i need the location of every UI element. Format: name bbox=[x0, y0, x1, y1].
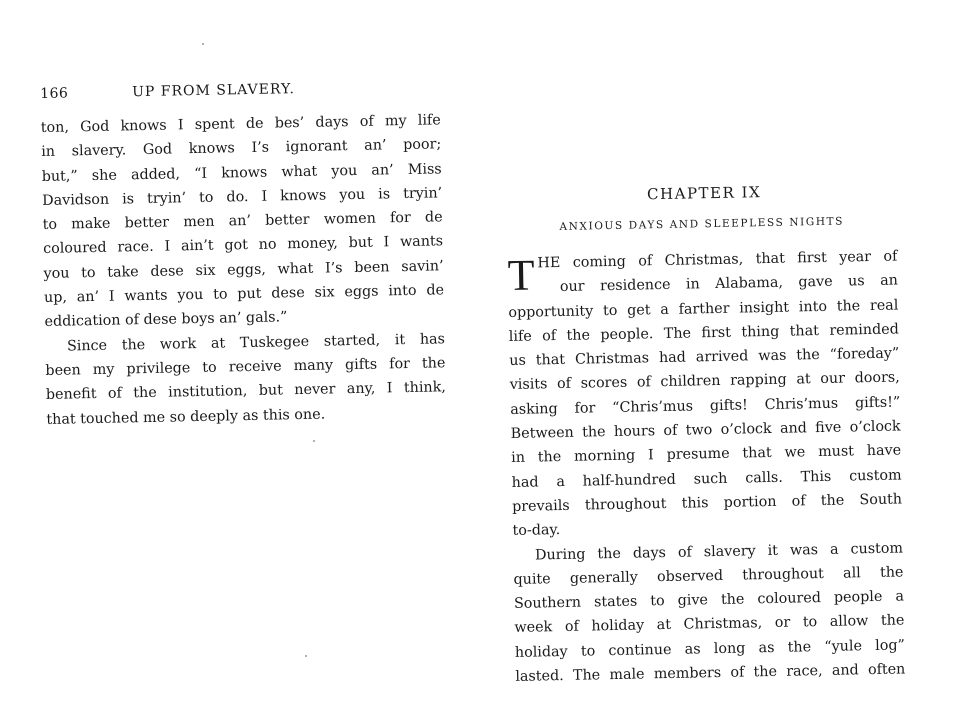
text-line: that touched me so deeply as this one. bbox=[46, 406, 326, 428]
running-head bbox=[40, 78, 440, 106]
text-line: to make better men an’ better women for de bbox=[42, 209, 443, 234]
text-line: you to take dese six eggs, what I’s been savin’ bbox=[43, 258, 444, 282]
text-line: up, an’ I wants you to put dese six eggs into de bbox=[43, 282, 445, 307]
text-line: asking for “Chris’mus gifts! Chris’mus gifts!” bbox=[510, 394, 901, 418]
text-line: but,” she added, “I knows what you an’ Miss bbox=[41, 160, 442, 185]
text-line: lasted. The male members of the race, and often bbox=[515, 661, 906, 685]
drop-cap: T bbox=[507, 250, 536, 300]
text-line: our residence in Alabama, gave us an bbox=[559, 272, 899, 296]
paragraph-start-line: During the days of slavery it was a custom bbox=[534, 540, 904, 564]
scan-speck bbox=[305, 655, 307, 657]
right-page bbox=[506, 181, 906, 690]
opening-paragraph bbox=[507, 245, 898, 301]
text-line: visits of scores of children rapping at our doors, bbox=[509, 369, 900, 394]
scan-speck bbox=[202, 43, 204, 45]
text-line: HE coming of Christmas, that first year of bbox=[537, 248, 898, 272]
text-line: to-day. bbox=[512, 522, 561, 540]
text-line: life of the people. The first thing that reminded bbox=[508, 321, 899, 345]
text-line: been my privilege to receive many gifts for the bbox=[45, 355, 446, 379]
text-line: had a half-hundred such calls. This custom bbox=[511, 467, 902, 491]
text-line: Davidson is tryin’ to do. I knows you is tryin’ bbox=[42, 185, 443, 209]
running-title: UP FROM SLAVERY. bbox=[131, 81, 296, 101]
text-line: opportunity to get a farther insight into the real bbox=[508, 297, 899, 321]
text-line: quite generally observed throughout all the bbox=[513, 564, 904, 588]
left-page bbox=[40, 78, 447, 431]
text-line: Southern states to give the coloured people a bbox=[513, 588, 905, 613]
text-line: coloured race. I ain’t got no money, but I wants bbox=[42, 233, 444, 258]
text-line: benefit of the institution, but never any, I think, bbox=[45, 379, 447, 404]
text-line: us that Christmas had arrived was the “foreday” bbox=[509, 345, 900, 370]
page-number: 166 bbox=[40, 85, 69, 102]
paragraph-start-line: Since the work at Tuskegee started, it has bbox=[66, 330, 446, 355]
chapter-heading: CHAPTER IX bbox=[646, 183, 762, 204]
text-line: ton, God knows I spent de bes’ days of my life bbox=[40, 112, 441, 136]
text-line: eddication of dese boys an’ gals.” bbox=[44, 309, 288, 331]
text-line: in the morning I presume that we must have bbox=[511, 442, 902, 467]
text-line: holiday to continue as long as the “yule log” bbox=[514, 637, 906, 661]
text-line: Between the hours of two o’clock and five o’clock bbox=[510, 418, 901, 443]
text-line: in slavery. God knows I’s ignorant an’ poor; bbox=[41, 136, 442, 161]
text-line: prevails throughout this portion of the South bbox=[511, 491, 903, 515]
scan-speck bbox=[313, 440, 315, 442]
text-line: week of holiday at Christmas, or to allow the bbox=[514, 612, 905, 637]
chapter-subtitle: ANXIOUS DAYS AND SLEEPLESS NIGHTS bbox=[559, 215, 845, 233]
